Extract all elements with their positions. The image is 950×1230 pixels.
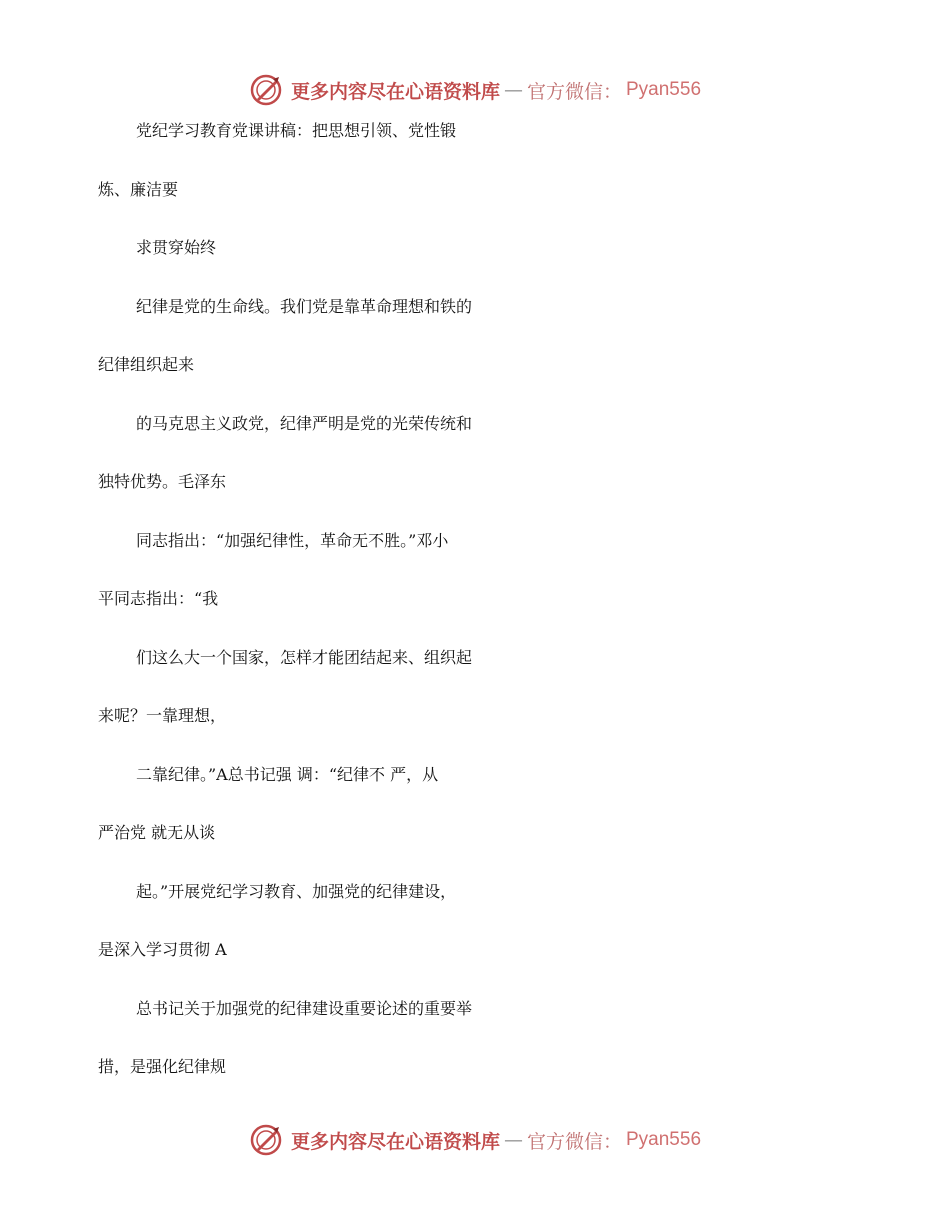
text-line: 措，是强化纪律规	[98, 1057, 227, 1076]
document-body	[98, 118, 858, 1113]
watermark-wechat-id: Pyan556	[626, 79, 702, 100]
watermark-main-text: 更多内容尽在心语资料库	[290, 80, 500, 103]
text-line: 纪律是党的生命线。我们党是靠革命理想和铁的	[136, 296, 473, 316]
text-line: 同志指出：“加强纪律性，革命无不胜。”邓小	[136, 530, 449, 550]
watermark-wechat-id: Pyan556	[626, 1129, 702, 1150]
text-line: 求贯穿始终	[136, 238, 217, 257]
watermark-separator: —	[503, 1129, 523, 1151]
text-line: 来呢？一靠理想，	[98, 706, 227, 725]
text-line: 党纪学习教育党课讲稿：把思想引领、党性锻	[136, 121, 457, 140]
text-line: 是深入学习贯彻 A	[98, 940, 227, 959]
watermark-side-text: 官方微信：	[526, 80, 622, 103]
text-line: 平同志指出：“我	[98, 589, 219, 608]
text-line: 纪律组织起来	[98, 355, 195, 374]
text-line: 炼、廉洁要	[98, 179, 179, 199]
text-line: 的马克思主义政党，纪律严明是党的光荣传统和	[136, 413, 473, 433]
text-line: 二靠纪律。”A总书记强 调：“纪律不 严，从	[136, 764, 439, 784]
text-line: 们这么大一个国家，怎样才能团结起来、组织起	[136, 647, 473, 667]
text-line: 独特优势。毛泽东	[98, 472, 227, 491]
text-line: 严治党 就无从谈	[98, 823, 216, 842]
logo-pen-icon	[249, 73, 283, 107]
watermark-main-text: 更多内容尽在心语资料库	[290, 1130, 500, 1153]
header-watermark	[0, 70, 950, 110]
logo-pen-icon	[249, 1123, 283, 1157]
watermark-separator: —	[503, 79, 523, 101]
text-line: 起。”开展党纪学习教育、加强党的纪律建设，	[136, 881, 457, 901]
watermark-side-text: 官方微信：	[526, 1130, 622, 1153]
text-line: 总书记关于加强党的纪律建设重要论述的重要举	[136, 998, 473, 1018]
footer-watermark	[0, 1120, 950, 1160]
